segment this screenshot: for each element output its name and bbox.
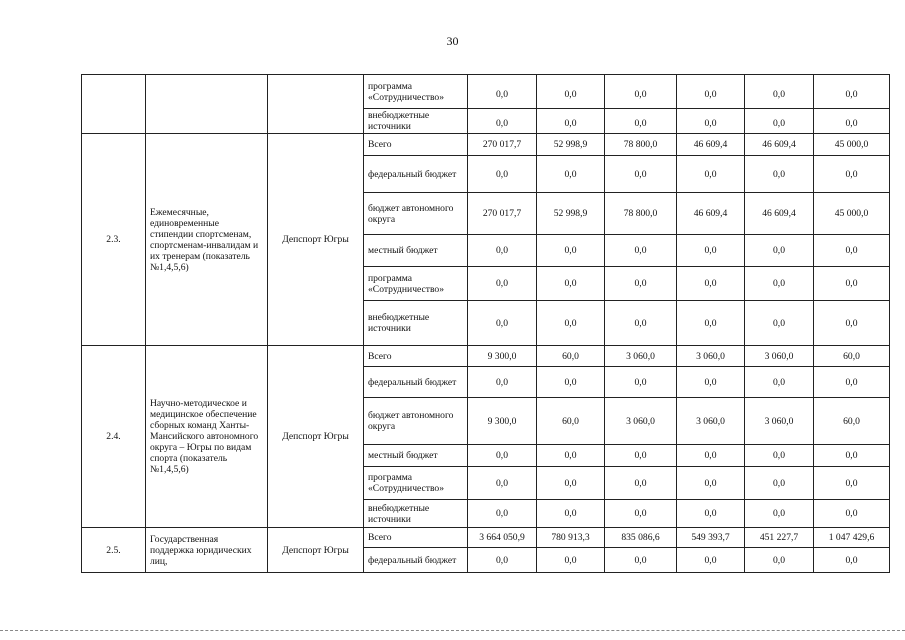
value-year-3: 0,0 xyxy=(704,88,717,100)
value-year-2: 78 800,0 xyxy=(605,193,677,235)
value-year-4: 3 060,0 xyxy=(745,346,814,367)
value-year-1: 0,0 xyxy=(537,467,605,500)
value-year-4: 46 609,4 xyxy=(745,193,814,235)
funding-source: программа «Сотрудничество» xyxy=(364,267,468,301)
value-year-2: 0,0 xyxy=(634,88,647,100)
value-year-5: 0,0 xyxy=(814,548,890,573)
value-year-3: 46 609,4 xyxy=(677,193,745,235)
value-year-2: 3 060,0 xyxy=(605,398,677,445)
value-year-3: 0,0 xyxy=(677,235,745,267)
value-year-5: 1 047 429,6 xyxy=(814,528,890,548)
value-year-3: 0,0 xyxy=(677,301,745,346)
funding-source: бюджет автономного округа xyxy=(364,398,468,445)
value-year-1: 60,0 xyxy=(537,346,605,367)
activity-name: Государственная поддержка юридических лиц, xyxy=(146,528,268,573)
value-year-2: 0,0 xyxy=(605,367,677,398)
value-year-3: 0,0 xyxy=(677,267,745,301)
value-year-4: 0,0 xyxy=(773,118,785,129)
value-year-2: 0,0 xyxy=(605,500,677,528)
value-year-5: 0,0 xyxy=(814,156,890,193)
scan-edge-line xyxy=(0,630,905,631)
funding-source: Всего xyxy=(364,346,468,367)
value-year-1: 780 913,3 xyxy=(537,528,605,548)
page-number: 30 xyxy=(446,34,459,48)
table-row xyxy=(82,134,890,156)
value-year-1: 0,0 xyxy=(537,445,605,467)
value-year-1: 0,0 xyxy=(537,301,605,346)
activity-name: Научно-методическое и медицинское обеспечение сборных команд Ханты-Мансийского автономного округа – Югры по видам спорта (показатель №1,4,5,6) xyxy=(146,346,268,528)
value-year-1: 0,0 xyxy=(537,267,605,301)
value-year-3: 3 060,0 xyxy=(677,346,745,367)
value-year-3: 0,0 xyxy=(677,500,745,528)
value-total: 270 017,7 xyxy=(468,134,537,156)
value-total: 3 664 050,9 xyxy=(468,528,537,548)
value-total: 9 300,0 xyxy=(468,346,537,367)
value-total: 0,0 xyxy=(468,548,537,573)
value-year-2: 0,0 xyxy=(605,267,677,301)
value-total: 0,0 xyxy=(468,500,537,528)
value-year-5: 0,0 xyxy=(814,445,890,467)
value-year-5: 45 000,0 xyxy=(814,134,890,156)
value-total: 0,0 xyxy=(496,118,508,129)
funding-source: местный бюджет xyxy=(364,445,468,467)
funding-source: федеральный бюджет xyxy=(364,367,468,398)
value-year-1: 52 998,9 xyxy=(537,134,605,156)
value-year-3: 0,0 xyxy=(677,467,745,500)
value-year-4: 0,0 xyxy=(745,467,814,500)
funding-source: Всего xyxy=(364,134,468,156)
value-year-2: 835 086,6 xyxy=(605,528,677,548)
value-year-4: 0,0 xyxy=(773,88,785,100)
value-total: 0,0 xyxy=(468,301,537,346)
value-year-2: 0,0 xyxy=(605,156,677,193)
value-year-3: 549 393,7 xyxy=(677,528,745,548)
value-total: 9 300,0 xyxy=(468,398,537,445)
value-year-3: 3 060,0 xyxy=(677,398,745,445)
value-year-2: 3 060,0 xyxy=(605,346,677,367)
value-total: 0,0 xyxy=(468,467,537,500)
value-year-4: 451 227,7 xyxy=(745,528,814,548)
value-year-1: 0,0 xyxy=(537,548,605,573)
funding-source: программа «Сотрудничество» xyxy=(364,75,468,109)
value-total: 0,0 xyxy=(468,367,537,398)
value-year-1: 60,0 xyxy=(537,398,605,445)
value-year-5: 0,0 xyxy=(814,367,890,398)
value-year-5: 0,0 xyxy=(814,301,890,346)
row-number: 2.5. xyxy=(82,528,146,573)
value-total: 0,0 xyxy=(496,88,508,100)
value-year-4: 0,0 xyxy=(745,156,814,193)
row-number: 2.3. xyxy=(82,134,146,346)
value-year-3: 0,0 xyxy=(677,156,745,193)
value-year-1: 0,0 xyxy=(537,500,605,528)
value-year-5: 0,0 xyxy=(845,88,858,100)
row-number: 2.4. xyxy=(82,346,146,528)
value-year-3: 46 609,4 xyxy=(677,134,745,156)
funding-source: местный бюджет xyxy=(364,235,468,267)
value-year-2: 0,0 xyxy=(634,118,647,129)
value-year-1: 0,0 xyxy=(537,367,605,398)
value-year-5: 60,0 xyxy=(814,346,890,367)
value-year-5: 0,0 xyxy=(814,235,890,267)
responsible-executor: Депспорт Югры xyxy=(268,528,364,573)
activity-name xyxy=(146,75,268,134)
value-total: 0,0 xyxy=(468,156,537,193)
value-total: 0,0 xyxy=(468,267,537,301)
funding-source: программа «Сотрудничество» xyxy=(364,467,468,500)
value-year-1: 0,0 xyxy=(537,235,605,267)
funding-source: внебюджетные источники xyxy=(364,500,468,528)
funding-source: федеральный бюджет xyxy=(364,548,468,573)
responsible-executor xyxy=(268,75,364,134)
responsible-executor: Депспорт Югры xyxy=(268,346,364,528)
value-year-2: 0,0 xyxy=(605,301,677,346)
value-year-4: 0,0 xyxy=(745,267,814,301)
funding-source: бюджет автономного округа xyxy=(364,193,468,235)
responsible-executor: Депспорт Югры xyxy=(268,134,364,346)
value-year-4: 0,0 xyxy=(745,301,814,346)
value-year-4: 0,0 xyxy=(745,445,814,467)
value-total: 0,0 xyxy=(468,235,537,267)
value-year-4: 0,0 xyxy=(745,500,814,528)
row-number xyxy=(82,75,146,134)
funding-source: федеральный бюджет xyxy=(364,156,468,193)
value-year-2: 78 800,0 xyxy=(605,134,677,156)
value-year-4: 0,0 xyxy=(745,548,814,573)
table-row xyxy=(82,75,890,109)
table-row xyxy=(82,528,890,548)
value-year-5: 0,0 xyxy=(814,467,890,500)
value-year-5: 0,0 xyxy=(845,118,858,129)
value-year-4: 0,0 xyxy=(745,367,814,398)
value-year-2: 0,0 xyxy=(605,445,677,467)
value-year-3: 0,0 xyxy=(677,367,745,398)
value-total: 0,0 xyxy=(468,445,537,467)
budget-table xyxy=(81,74,890,573)
value-year-3: 0,0 xyxy=(677,548,745,573)
funding-source: Всего xyxy=(364,528,468,548)
value-year-1: 52 998,9 xyxy=(537,193,605,235)
value-year-2: 0,0 xyxy=(605,548,677,573)
value-year-5: 0,0 xyxy=(814,267,890,301)
funding-source: внебюджетные источники xyxy=(364,109,468,134)
value-year-4: 46 609,4 xyxy=(745,134,814,156)
funding-source: внебюджетные источники xyxy=(364,301,468,346)
value-year-1: 0,0 xyxy=(564,118,577,129)
value-year-4: 0,0 xyxy=(745,235,814,267)
value-year-4: 3 060,0 xyxy=(745,398,814,445)
value-year-1: 0,0 xyxy=(537,156,605,193)
value-year-5: 45 000,0 xyxy=(814,193,890,235)
value-year-5: 60,0 xyxy=(814,398,890,445)
value-year-3: 0,0 xyxy=(704,118,717,129)
value-year-5: 0,0 xyxy=(814,500,890,528)
value-year-3: 0,0 xyxy=(677,445,745,467)
activity-name: Ежемесячные, единовременные стипендии спортсменам, спортсменам-инвалидам и их тренерам (показатель №1,4,5,6) xyxy=(146,134,268,346)
table-row xyxy=(82,346,890,367)
value-year-1: 0,0 xyxy=(564,88,577,100)
value-year-2: 0,0 xyxy=(605,235,677,267)
value-year-2: 0,0 xyxy=(605,467,677,500)
value-total: 270 017,7 xyxy=(468,193,537,235)
